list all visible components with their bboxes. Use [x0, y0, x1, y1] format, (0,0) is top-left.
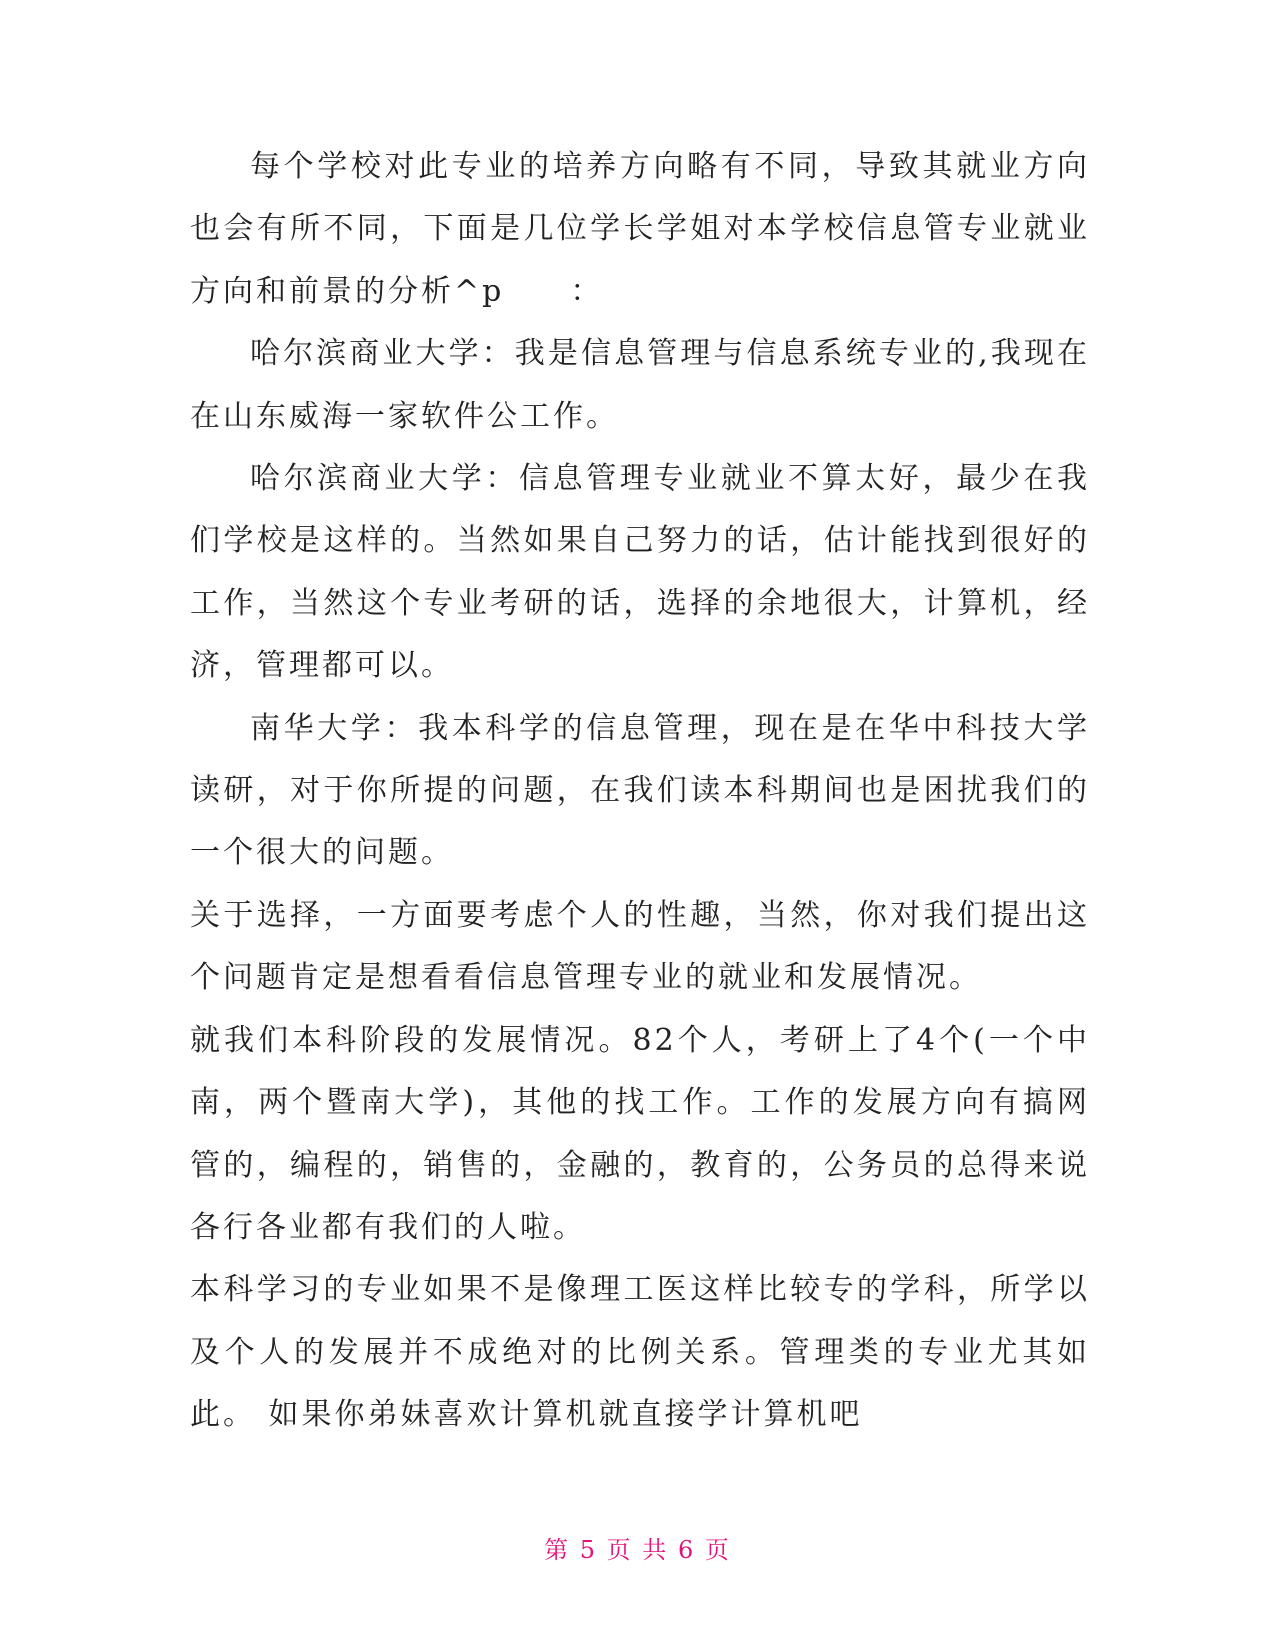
- body-text: [190, 136, 1090, 1447]
- paragraph-advice: 本科学习的专业如果不是像理工医这样比较专的学科，所学以及个人的发展并不成绝对的比例关系。管理类的专业尤其如此。 如果你弟妹喜欢计算机就直接学计算机吧: [190, 1272, 1090, 1433]
- paragraph-stats: 就我们本科阶段的发展情况。82个人，考研上了4个(一个中南，两个暨南大学)，其他的找工作。工作的发展方向有搞网管的，编程的，销售的，金融的，教育的，公务员的总得来说各行各业都有我们的人啦。: [190, 1022, 1090, 1245]
- paragraph-hsu-1: 哈尔滨商业大学：我是信息管理与信息系统专业的,我现在在山东威海一家软件公工作。: [190, 336, 1090, 434]
- paragraph-choice: 关于选择，一方面要考虑个人的性趣，当然，你对我们提出这个问题肯定是想看看信息管理专业的就业和发展情况。: [190, 897, 1090, 996]
- page-footer: 第 5 页 共 6 页: [544, 1536, 731, 1564]
- paragraph-hsu-2: 哈尔滨商业大学：信息管理专业就业不算太好，最少在我们学校是这样的。当然如果自己努力的话，估计能找到很好的工作，当然这个专业考研的话，选择的余地很大，计算机，经济，管理都可以。: [190, 461, 1090, 684]
- paragraph-intro: 每个学校对此专业的培养方向略有不同，导致其就业方向也会有所不同，下面是几位学长学姐对本学校信息管专业就业方向和前景的分析^p ：: [190, 149, 1090, 309]
- paragraph-nhu: 南华大学：我本科学的信息管理，现在是在华中科技大学读研，对于你所提的问题，在我们读本科期间也是困扰我们的一个很大的问题。: [190, 710, 1090, 871]
